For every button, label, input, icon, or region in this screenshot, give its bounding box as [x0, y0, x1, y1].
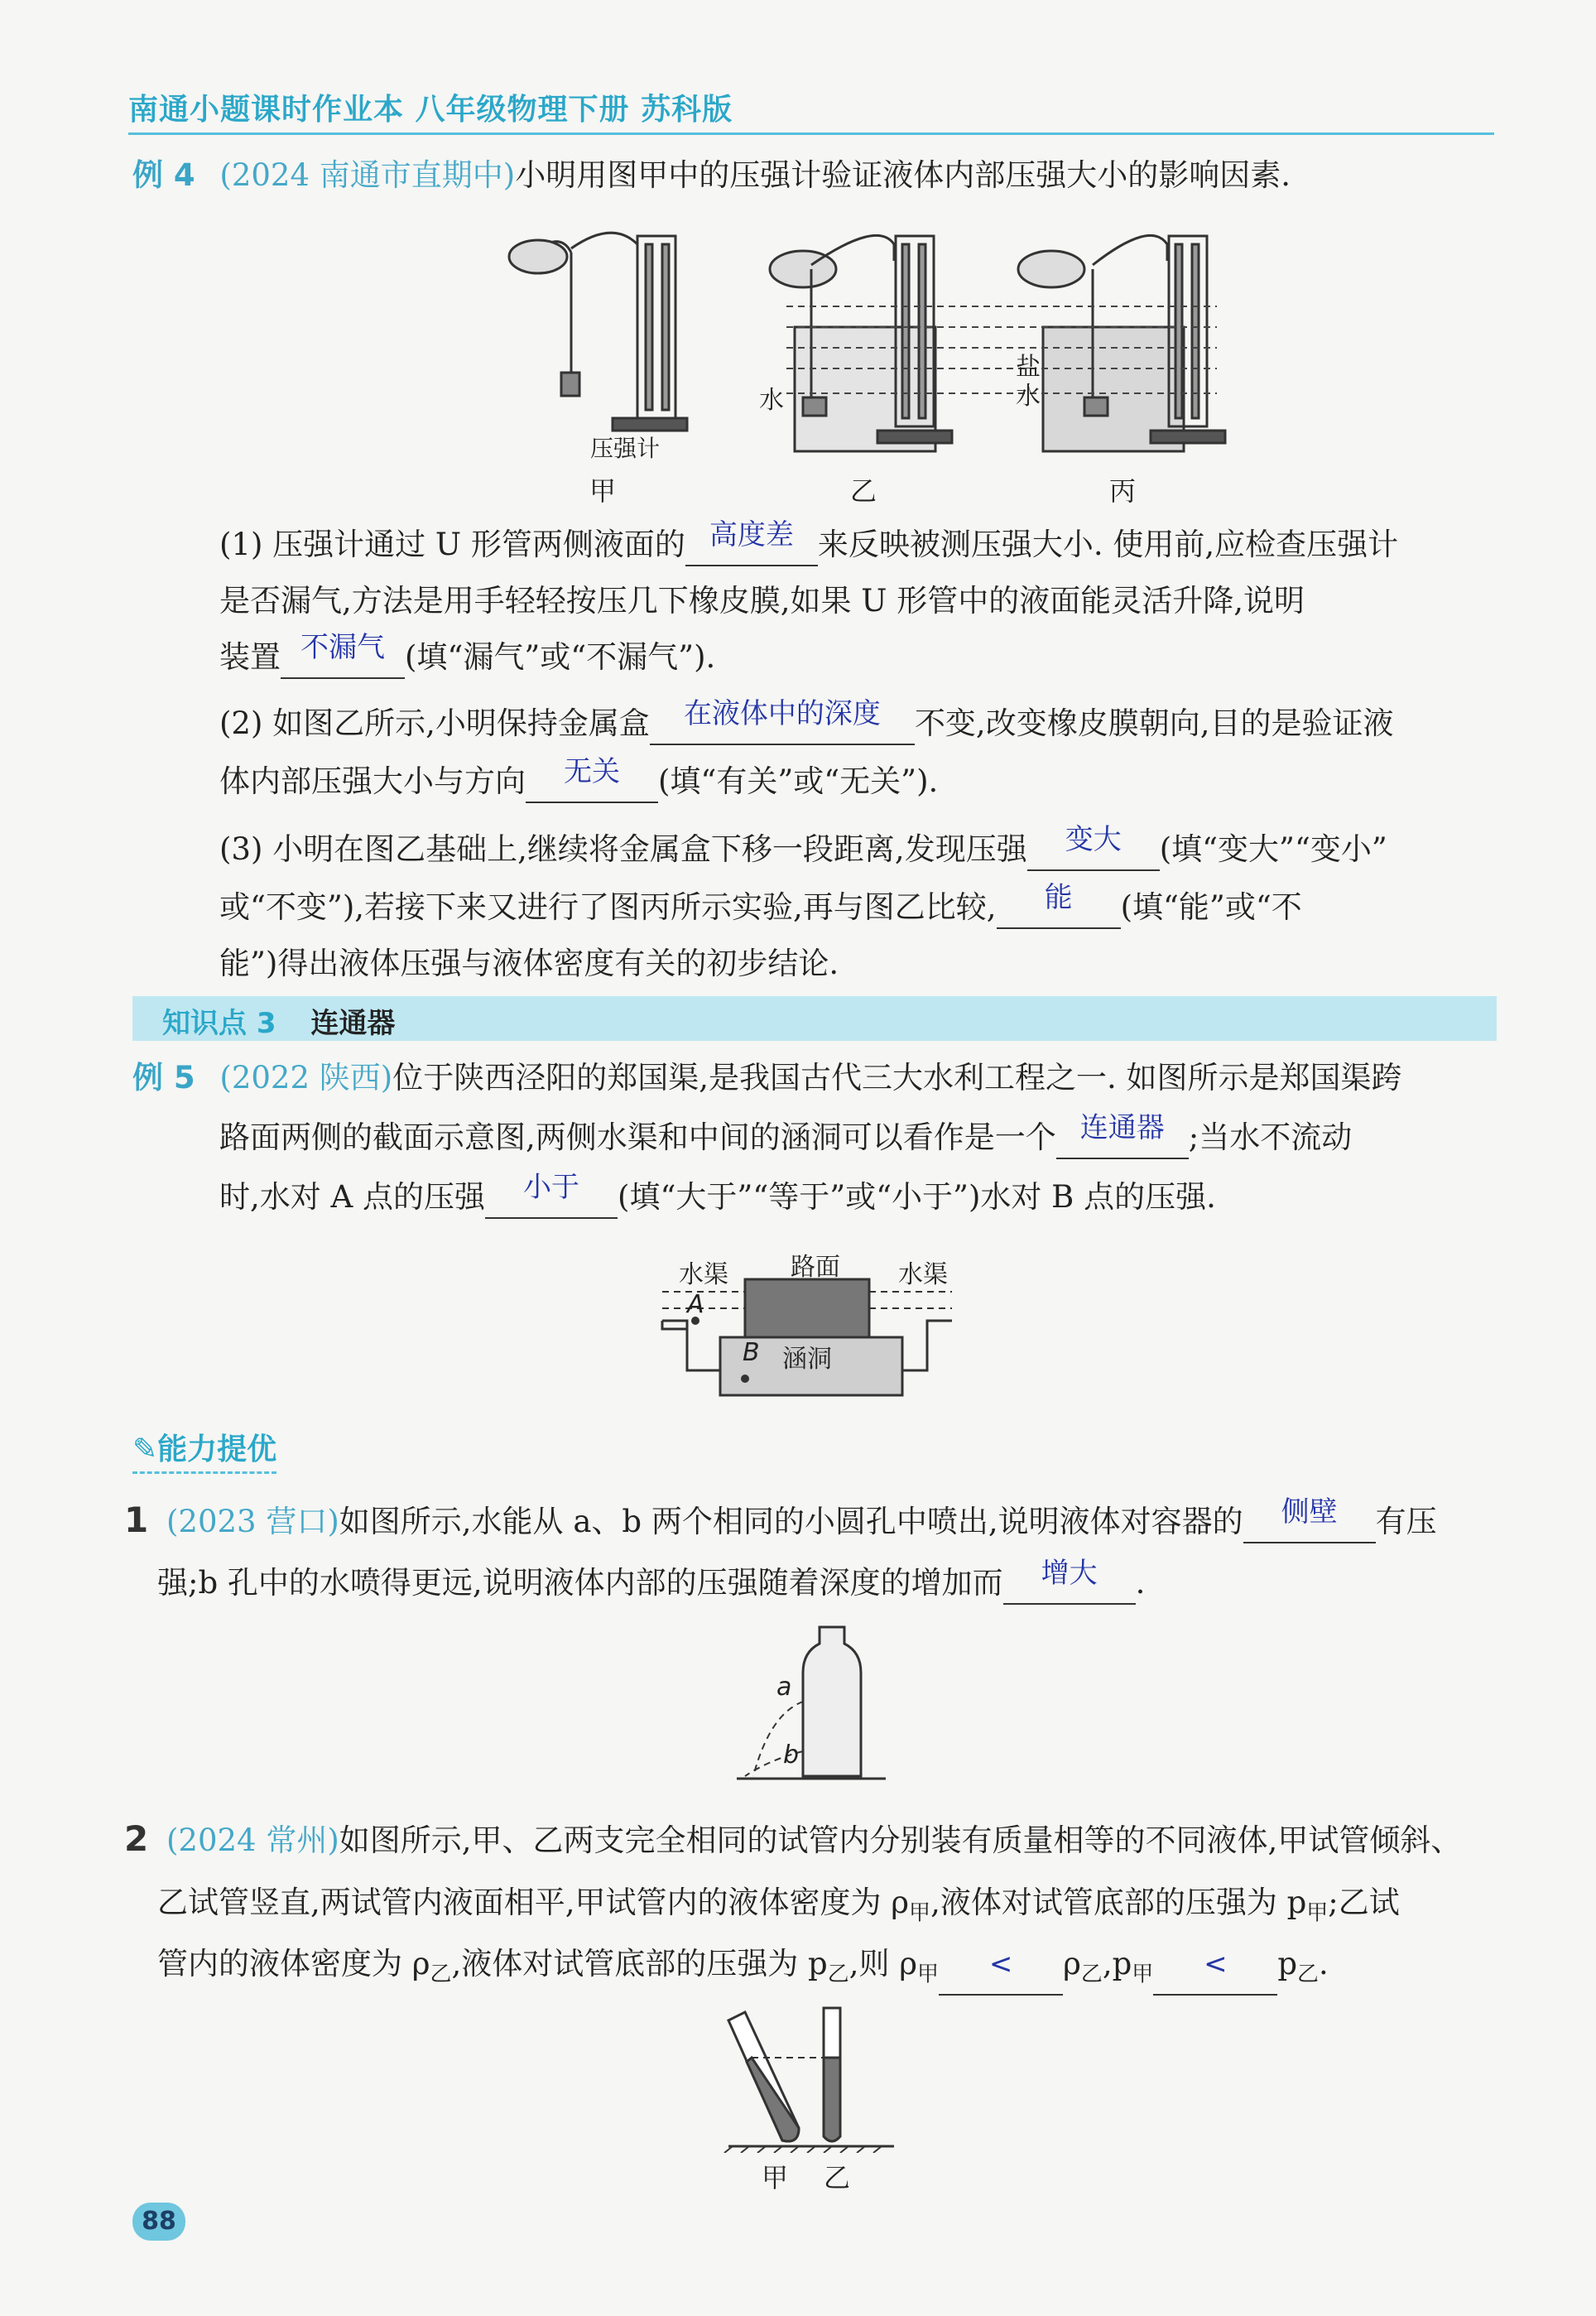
q1-blank1 [685, 518, 818, 566]
q3-text-c: 或“不变”),若接下来又进行了图丙所示实验,再与图乙比较, [219, 889, 997, 925]
problem2-text-3a: 管内的液体密度为 ρ [157, 1946, 430, 1981]
problem2-text-1: 如图所示,甲、乙两支完全相同的试管内分别装有质量相等的不同液体,甲试管倾斜、 [339, 1822, 1462, 1858]
q1-blank2 [281, 631, 405, 679]
problem1-blank2 [1003, 1557, 1136, 1605]
label-jia: 甲 [589, 475, 617, 507]
problem2-source: (2024 常州) [166, 1822, 339, 1858]
knowledge-heading [162, 1000, 395, 1041]
label-tube-yi: 乙 [824, 2162, 851, 2193]
label-left-canal: 水渠 [679, 1260, 728, 1289]
example5-line2 [219, 1111, 1353, 1159]
problem2-text-2c: ;乙试 [1328, 1885, 1400, 1920]
q2-answer1: 在液体中的深度 [683, 697, 881, 730]
problem1-line2 [157, 1557, 1146, 1605]
problem2-answer1: < [988, 1948, 1013, 1981]
q1-answer1: 高度差 [709, 518, 794, 551]
example5-text-3a: 时,水对 A 点的压强 [219, 1179, 486, 1215]
test-tubes-figure [720, 2004, 894, 2153]
example5-text-2b: ;当水不流动 [1188, 1119, 1353, 1155]
page-number: 88 [132, 2203, 185, 2241]
label-road: 路面 [791, 1253, 840, 1282]
problem1-line1 [124, 1495, 1437, 1543]
problem1-text-2b: . [1135, 1565, 1146, 1601]
rho-jia-subscript: 甲 [909, 1900, 931, 1926]
rho-yi-subscript: 乙 [430, 1962, 452, 1987]
q3-text-d: (填“能”或“不 [1120, 889, 1302, 925]
label-point-a: A [687, 1290, 704, 1319]
q2-line2 [219, 755, 939, 803]
q2-text-a: (2) 如图乙所示,小明保持金属盒 [219, 705, 650, 741]
q3-line3: 能”)得出液体压强与液体密度有关的初步结论. [219, 946, 839, 981]
example5-text-3b: (填“大于”“等于”或“小于”)水对 B 点的压强. [618, 1179, 1216, 1215]
p-yi-subscript: 乙 [827, 1962, 849, 1987]
label-culvert: 涵洞 [782, 1345, 832, 1374]
rho-yi-subscript-2: 乙 [1080, 1962, 1103, 1987]
p-jia-subscript: 甲 [1306, 1900, 1329, 1926]
label-hole-a: a [776, 1673, 792, 1702]
example4-source: (2024 南通市直期中) [219, 157, 516, 193]
q3-blank2 [997, 881, 1121, 929]
label-yi: 乙 [850, 475, 877, 507]
example5-blank2 [485, 1171, 618, 1219]
p-jia-subscript-2: 甲 [1132, 1962, 1154, 1987]
problem1-text-1a: 如图所示,水能从 a、b 两个相同的小圆孔中喷出,说明液体对容器的 [339, 1504, 1243, 1539]
problem2-text-3g: . [1319, 1946, 1329, 1981]
pressure-gauge-figure [298, 211, 1258, 509]
q1-line2: 是否漏气,方法是用手轻轻按压几下橡皮膜,如果 U 形管中的液面能灵活升降,说明 [219, 583, 1305, 619]
q1-text-d: (填“漏气”或“不漏气”). [405, 639, 716, 675]
problem1-text-2a: 强;b 孔中的水喷得更远,说明液体内部的压强随着深度的增加而 [157, 1565, 1003, 1601]
label-right-canal: 水渠 [898, 1260, 948, 1289]
q3-text-a: (3) 小明在图乙基础上,继续将金属盒下移一段距离,发现压强 [219, 831, 1027, 867]
label-pressure-gauge: 压强计 [590, 435, 661, 462]
problem2-text-3f: p [1277, 1946, 1297, 1981]
q1-line1 [219, 518, 1399, 566]
q1-answer2: 不漏气 [300, 631, 385, 664]
label-water: 水 [759, 386, 784, 415]
label-salt-water: 水 [1016, 382, 1041, 411]
q2-text-b: 不变,改变橡皮膜朝向,目的是验证液 [914, 705, 1394, 741]
example5-blank1 [1056, 1111, 1189, 1159]
label-point-b: B [743, 1338, 760, 1367]
problem2-number: 2 [124, 1818, 149, 1859]
q3-answer1: 变大 [1065, 823, 1122, 856]
q2-answer2: 无关 [564, 755, 620, 788]
ability-title: 能力提优 [157, 1432, 277, 1466]
problem1-number: 1 [124, 1500, 149, 1540]
example4-stem-text: 小明用图甲中的压强计验证液体内部压强大小的影响因素. [515, 157, 1291, 193]
example5-source: (2022 陕西) [219, 1060, 393, 1095]
problem2-line1 [124, 1818, 1461, 1862]
q1-line3 [219, 631, 716, 679]
label-hole-b: b [783, 1741, 800, 1770]
header-divider [128, 132, 1494, 135]
problem2-line3 [157, 1943, 1329, 1996]
bottle-figure [728, 1623, 894, 1789]
problem2-text-3b: ,液体对试管底部的压强为 p [451, 1946, 828, 1981]
example5-answer2: 小于 [523, 1171, 580, 1204]
q1-text-a: (1) 压强计通过 U 形管两侧液面的 [219, 527, 685, 562]
q2-blank1 [650, 697, 915, 745]
label-salt: 盐 [1016, 353, 1041, 382]
problem2-text-2b: ,液体对试管底部的压强为 p [930, 1885, 1307, 1920]
example5-text-2a: 路面两侧的截面示意图,两侧水渠和中间的涵洞可以看作是一个 [219, 1119, 1056, 1155]
q3-line2 [219, 881, 1302, 929]
q3-answer2: 能 [1044, 881, 1073, 914]
problem2-text-3e: ,p [1102, 1946, 1132, 1981]
example5-line1 [132, 1057, 1402, 1100]
problem1-text-1b: 有压 [1375, 1504, 1437, 1539]
example5-text-1: 位于陕西泾阳的郑国渠,是我国古代三大水利工程之一. 如图所示是郑国渠跨 [392, 1060, 1402, 1095]
knowledge-label: 知识点 3 [162, 1007, 276, 1040]
problem1-blank1 [1243, 1495, 1376, 1543]
q2-line1 [219, 697, 1394, 745]
knowledge-title: 连通器 [310, 1007, 396, 1040]
example5-answer1: 连通器 [1079, 1111, 1165, 1144]
q3-blank1 [1027, 823, 1160, 871]
ability-heading [132, 1426, 276, 1474]
problem2-answer2: < [1204, 1948, 1228, 1981]
q1-text-b: 来反映被测压强大小. 使用前,应检查压强计 [817, 527, 1399, 562]
example4-label: 例 4 [132, 157, 195, 193]
rho-jia-subscript-2: 甲 [917, 1962, 940, 1987]
label-tube-jia: 甲 [762, 2162, 789, 2193]
problem2-text-2a: 乙试管竖直,两试管内液面相平,甲试管内的液体密度为 ρ [157, 1885, 910, 1920]
page-header: 南通小题课时作业本 八年级物理下册 苏科版 [128, 93, 733, 127]
problem1-answer2: 增大 [1041, 1557, 1098, 1590]
problem2-text-3c: ,则 ρ [848, 1946, 918, 1981]
example4-stem [132, 154, 1291, 197]
pencil-icon: ✎ [132, 1432, 158, 1466]
label-bing: 丙 [1109, 475, 1137, 507]
problem2-line2 [157, 1881, 1400, 1934]
problem2-blank1 [939, 1948, 1063, 1996]
example5-line3 [219, 1171, 1216, 1219]
q1-text-c: 装置 [219, 639, 281, 675]
p-yi-subscript-2: 乙 [1297, 1962, 1320, 1987]
q2-text-d: (填“有关”或“无关”). [658, 763, 939, 799]
problem2-text-3d: ρ [1063, 1946, 1081, 1981]
problem1-answer1: 侧壁 [1281, 1495, 1338, 1529]
q3-text-b: (填“变大”“变小” [1159, 831, 1387, 867]
example5-label: 例 5 [132, 1060, 195, 1095]
q2-text-c: 体内部压强大小与方向 [219, 763, 526, 799]
problem1-source: (2023 营口) [166, 1504, 339, 1539]
problem2-blank2 [1153, 1948, 1277, 1996]
q3-line1 [219, 823, 1387, 871]
q2-blank2 [526, 755, 658, 803]
